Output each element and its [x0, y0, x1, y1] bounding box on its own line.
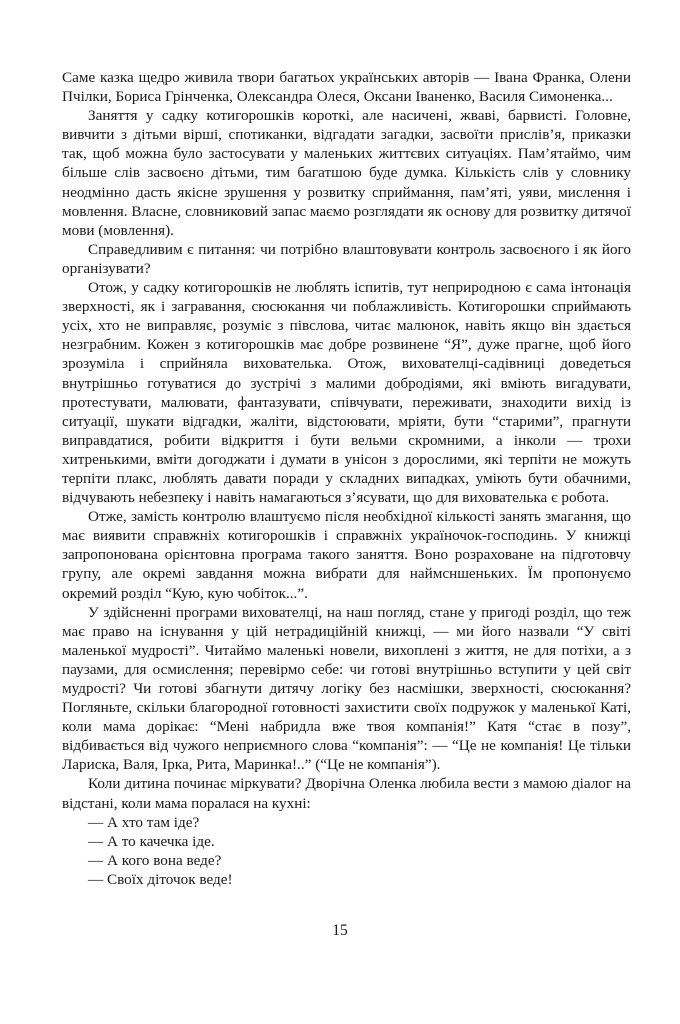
dialog-block: [62, 813, 631, 889]
dialog-line: — А хто там іде?: [88, 813, 200, 831]
page-body: [62, 68, 631, 889]
dialog-line: — А кого вона веде?: [88, 851, 222, 869]
paragraph-4: Отож, у садку котигорошків не люблять іспитів, тут неприродною є сама інтонація зверхності, як і загравання, сюсюкання чи поблажливість. Котигорошки сприймають усіх, хто не виправляє, розуміє з півслова, читає малюнок, навіть якщо він здається незграбним. Кожен з котигорошків має добре розвинене “Я”, дуже прагне, щоб його зрозуміла і сприйняла вихователька. Отож, вихователці-садівниці доведеться внутрішньо готуватися до зустрічі з малими добродіями, які вміють вигадувати, протестувати, малювати, фантазувати, співчувати, переживати, знаходити вихід із ситуації, шукати відгадки, жаліти, відстоювати, мріяти, бути “старими”, прагнути виправдатися, робити відкриття і бути вельми скромними, а інколи — трохи хитренькими, вміти догоджати і думати в унісон з дорослими, які терпіти не можуть терпіти плакс, люблять давати поради у складних випадках, уміють бути обачними, відчувають небезпеку і навіть намагаються з’ясувати, що для вихователька є робота.: [62, 279, 631, 507]
paragraph-6: У здійсненні програми вихователці, на наш погляд, стане у пригоді розділ, що теж має право на існування у цій нетрадиційній книжці, — ми його назвали “У світі маленької мудрості”. Читаймо маленькі новели, вихоплені з життя, не для потіхи, а з паузами, для осмислення; перевірмо себе: чи готові внутрішньо вступити у цей світ мудрості? Чи готові збагнути дитячу логіку без насмішки, зверхності, сюсюкання? Погляньте, скільки благородної готовності захистити своїх подружок у маленької Каті, коли мама дорікає: “Мені набридла вже твоя компанія!” Катя “стає в позу”, відбивається від чужого неприємного слова “компанія”: — “Це не компанія! Це тільки Лариска, Валя, Ірка, Рита, Маринка!..” (“Це не компанія”).: [62, 603, 631, 774]
paragraph-3: Справедливим є питання: чи потрібно влаштовувати контроль засвоєного і як його організувати?: [62, 240, 631, 277]
paragraph-1: Саме казка щедро живила твори багатьох українських авторів — Івана Франка, Олени Пчілки, Бориса Грінченка, Олександра Олеся, Оксани Іваненко, Василя Симоненка...: [62, 69, 631, 106]
paragraph-2: Заняття у садку котигорошків короткі, але насичені, жваві, барвисті. Головне, вивчити з дітьми вірші, спотиканки, відгадати загадки, засвоїти прислів’я, приказки так, щоб можна було застосувати у маленьких життєвих ситуаціях. Пам’ятаймо, чим більше слів засвоєно дітьми, тим багатшою буде думка. Кількість слів у словнику неодмінно дасть якісне зрушення у розвитку сприймання, пам’яті, уяви, мислення і мовлення. Власне, словниковий запас маємо розглядати як основу для розвитку дитячої мови (мовлення).: [62, 107, 631, 239]
dialog-line: — А то качечка іде.: [88, 832, 215, 850]
page-number: 15: [332, 922, 348, 939]
dialog-line: — Своїх діточок веде!: [88, 870, 233, 888]
paragraph-5: Отже, замість контролю влаштуємо після необхідної кількості занять змагання, що має виявити справжніх котигорошків і справжніх україночок-господинь. У книжці запропонована орієнтовна програма такого заняття. Воно розраховане на підготовчу групу, але окремі завдання можна вибрати для наймсншеньких. Їм пропонуємо окремий розділ “Кую, кую чобіток...”.: [62, 508, 631, 602]
paragraph-7: Коли дитина починає міркувати? Дворічна Оленка любила вести з мамою діалог на відстані, коли мама поралася на кухні:: [62, 775, 631, 812]
